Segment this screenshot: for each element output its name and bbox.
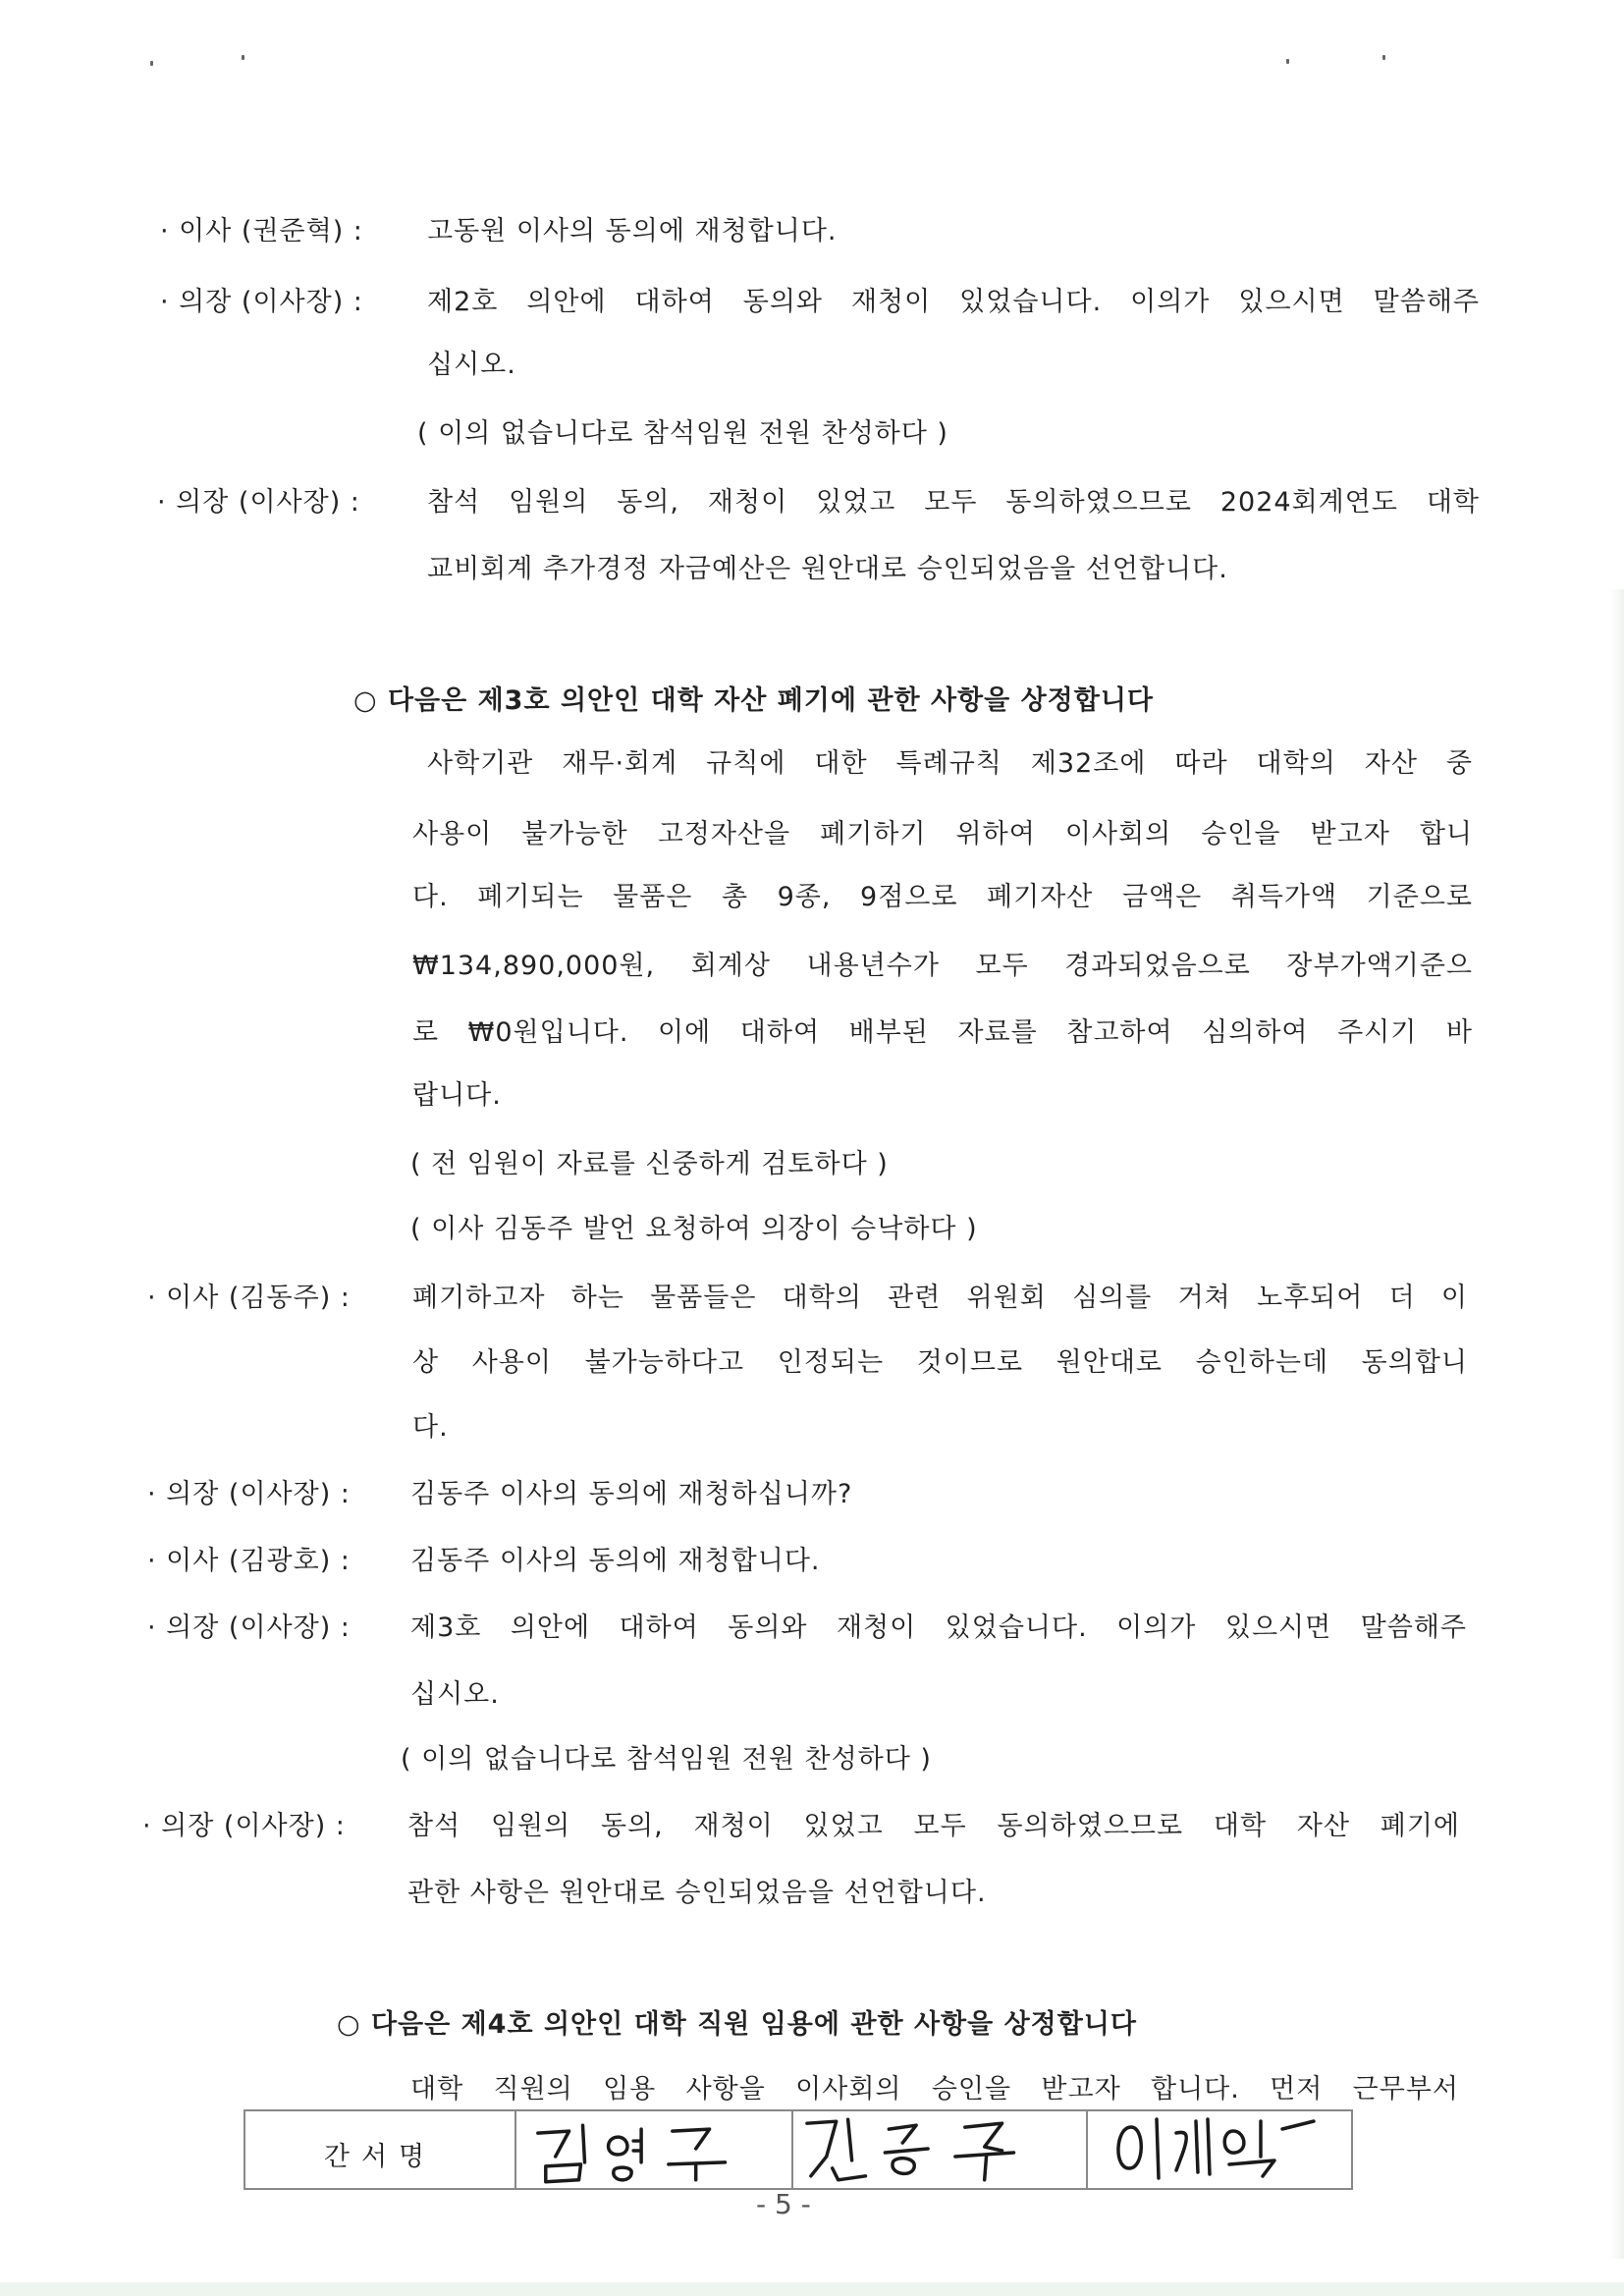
signature-cell (516, 2111, 793, 2188)
speech-line: 교비회계 추가경정 자금예산은 원안대로 승인되었음을 선언합니다. (427, 554, 1228, 584)
agenda-heading: ○ 다음은 제4호 의안인 대학 직원 임용에 관한 사항을 상정합니다 (337, 2009, 1137, 2040)
speech-line: 김동주 이사의 동의에 재청하십니까? (410, 1479, 853, 1509)
signature-cell (1088, 2111, 1351, 2188)
agenda-body-line: 로 ₩0원입니다. 이에 대하여 배부된 자료를 참고하여 심의하여 주시기 바 (412, 1017, 1473, 1048)
speaker-label: · 의장 (이사장) : (142, 1811, 346, 1841)
speaker-label: · 의장 (이사장) : (147, 1613, 351, 1643)
proceedings-note: ( 전 임원이 자료를 신중하게 검토하다 ) (410, 1149, 889, 1179)
speaker-label: · 의장 (이사장) : (160, 287, 363, 317)
speech-line: 다. (412, 1412, 449, 1443)
speaker-label: · 이사 (김동주) : (147, 1283, 351, 1313)
speech-line: 관한 사항은 원안대로 승인되었음을 선언합니다. (407, 1878, 987, 1908)
signature-cell (793, 2111, 1088, 2188)
speech-line: 십시오. (410, 1679, 500, 1710)
speech-line: 제2호 의안에 대하여 동의와 재청이 있었습니다. 이의가 있으시면 말씀해주 (427, 287, 1480, 317)
scan-mark (242, 55, 244, 60)
signature-label-cell (245, 2111, 516, 2188)
speaker-label: · 이사 (권준혁) : (160, 216, 363, 246)
handwritten-signature (1088, 2111, 1351, 2188)
speaker-label: · 의장 (이사장) : (147, 1479, 351, 1509)
proceedings-note: ( 이의 없습니다로 참석임원 전원 찬성하다 ) (417, 418, 948, 449)
scan-mark (1382, 55, 1385, 60)
proceedings-note: ( 이의 없습니다로 참석임원 전원 찬성하다 ) (401, 1744, 932, 1775)
speech-line: 참석 임원의 동의, 재청이 있었고 모두 동의하였으므로 대학 자산 폐기에 (407, 1811, 1460, 1841)
agenda-body-line: 대학 직원의 임용 사항을 이사회의 승인을 받고자 합니다. 먼저 근무부서 (410, 2074, 1459, 2105)
agenda-body-line: 랍니다. (412, 1080, 502, 1111)
agenda-body-line: 사학기관 재무·회계 규칙에 대한 특례규칙 제32조에 따라 대학의 자산 중 (427, 748, 1473, 779)
scan-edge (1610, 589, 1624, 2259)
signature-box (244, 2109, 1353, 2190)
proceedings-note: ( 이사 김동주 발언 요청하여 의장이 승낙하다 ) (410, 1214, 978, 1244)
speech-line: 참석 임원의 동의, 재청이 있었고 모두 동의하였으므로 2024회계연도 대학 (427, 487, 1480, 518)
speaker-label: · 의장 (이사장) : (157, 487, 360, 518)
agenda-heading: ○ 다음은 제3호 의안인 대학 자산 폐기에 관한 사항을 상정합니다 (353, 685, 1154, 716)
speaker-label: · 이사 (김광호) : (147, 1546, 351, 1576)
scan-mark (150, 61, 153, 66)
signature-label: 간서명 (323, 2142, 437, 2172)
speech-line: 제3호 의안에 대하여 동의와 재청이 있었습니다. 이의가 있으시면 말씀해주 (410, 1613, 1467, 1643)
scan-mark (1286, 59, 1289, 64)
agenda-body-line: 사용이 불가능한 고정자산을 폐기하기 위하여 이사회의 승인을 받고자 합니 (412, 819, 1473, 849)
speech-line: 김동주 이사의 동의에 재청합니다. (410, 1546, 821, 1576)
agenda-body-line: ₩134,890,000원, 회계상 내용년수가 모두 경과되었음으로 장부가액기준으 (412, 951, 1473, 981)
handwritten-signature (516, 2111, 791, 2188)
speech-line: 상 사용이 불가능하다고 인정되는 것이므로 원안대로 승인하는데 동의합니 (412, 1347, 1468, 1378)
speech-line: 고동원 이사의 동의에 재청합니다. (427, 216, 838, 246)
page-number: - 5 - (756, 2188, 811, 2220)
scan-edge (0, 2282, 1624, 2296)
handwritten-signature (793, 2111, 1086, 2188)
speech-line: 십시오. (427, 350, 516, 380)
agenda-body-line: 다. 폐기되는 물품은 총 9종, 9점으로 폐기자산 금액은 취득가액 기준으로 (412, 882, 1473, 912)
speech-line: 폐기하고자 하는 물품들은 대학의 관련 위원회 심의를 거쳐 노후되어 더 이 (412, 1283, 1468, 1313)
